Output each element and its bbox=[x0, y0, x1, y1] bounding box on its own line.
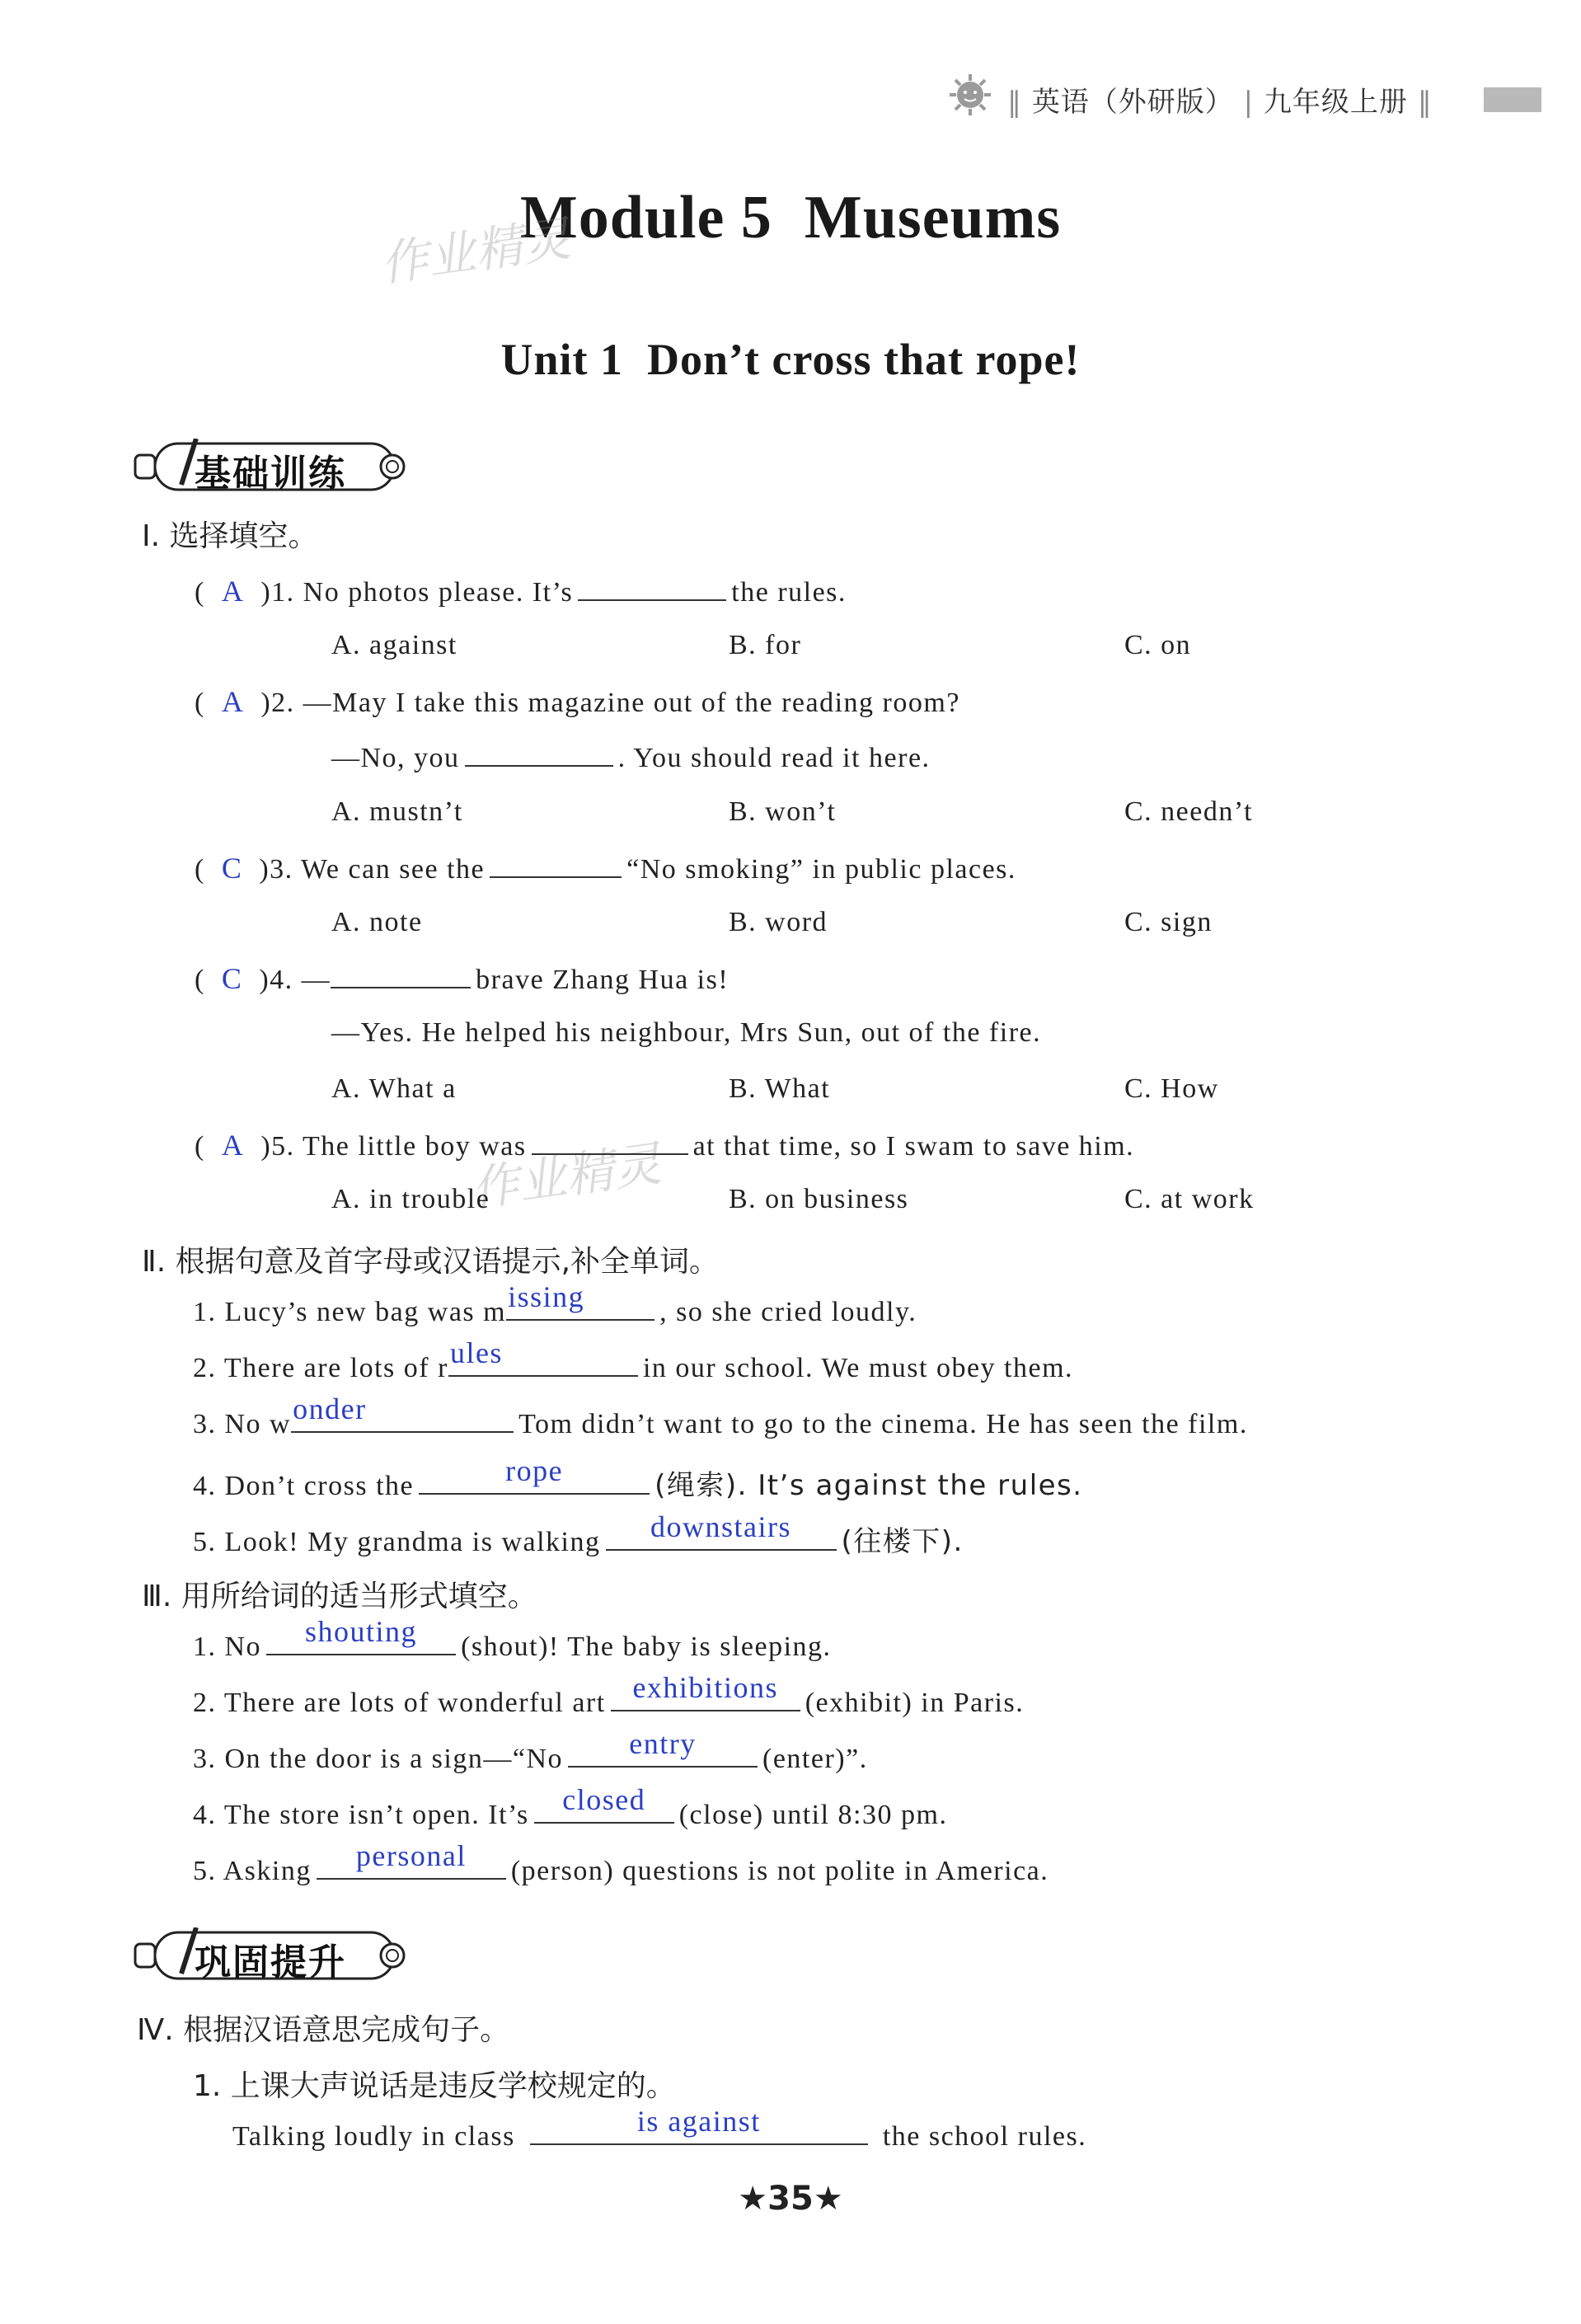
section-heading: Ⅲ. 用所给词的适当形式填空。 bbox=[142, 1580, 537, 1613]
section-heading: Ⅱ. 根据句意及首字母或汉语提示,补全单词。 bbox=[142, 1245, 720, 1279]
question-2-line2: —No, you . You should read it here. bbox=[331, 740, 931, 774]
fill-item: 4. The store isn’t open. It’s closed (close) until 8:30 pm. bbox=[193, 1783, 948, 1830]
question-4-line2: —Yes. He helped his neighbour, Mrs Sun, out of the fire. bbox=[331, 1017, 1042, 1048]
fill-item: 4. Don’t cross the rope (绳索). It’s against the rules. bbox=[193, 1454, 1083, 1502]
fill-item: 2. There are lots of wonderful art exhibitions (exhibit) in Paris. bbox=[193, 1671, 1025, 1718]
fill-item: 5. Asking personal (person) questions is not polite in America. bbox=[193, 1839, 1049, 1886]
unit-title: Unit 1 Don’t cross that rope! bbox=[500, 335, 1081, 384]
fill-item: 1. No shouting (shout)! The baby is sleeping. bbox=[193, 1615, 832, 1662]
sun-badge-icon bbox=[948, 73, 992, 117]
fill-item: 2. There are lots of r ules in our school. We must obey them. bbox=[193, 1336, 1074, 1383]
page-title: Module 5 Museums bbox=[519, 184, 1062, 251]
fill-item: 1. Lucy’s new bag was m issing , so she cried loudly. bbox=[193, 1280, 917, 1327]
question-3: ( C )3. We can see the “No smoking” in public places. bbox=[195, 852, 1016, 885]
option: B. on business bbox=[729, 1184, 909, 1214]
option: C. at work bbox=[1124, 1184, 1255, 1214]
fill-item: 5. Look! My grandma is walking downstairs (往楼下). bbox=[193, 1510, 964, 1558]
option: B. What bbox=[729, 1073, 831, 1104]
option: C. on bbox=[1124, 630, 1192, 660]
option: B. for bbox=[729, 630, 802, 660]
option: A. against bbox=[331, 630, 457, 660]
question-2: ( A )2. —May I take this magazine out of the reading room? bbox=[195, 685, 960, 718]
section-heading: Ⅰ. 选择填空。 bbox=[142, 519, 318, 553]
section-banner: 巩固提升 bbox=[130, 1927, 419, 1980]
option: B. won’t bbox=[729, 796, 837, 827]
option: A. in trouble bbox=[331, 1184, 490, 1214]
header-text: ‖ 英语（外研版） | 九年级上册 ‖ bbox=[1007, 86, 1433, 119]
option: B. word bbox=[729, 907, 828, 937]
option: C. How bbox=[1124, 1073, 1219, 1104]
translation-prompt: 1. 上课大声说话是违反学校规定的。 bbox=[193, 2069, 676, 2103]
fill-item: 3. No w onder Tom didn’t want to go to the cinema. He has seen the film. bbox=[193, 1392, 1248, 1439]
fill-item: 3. On the door is a sign—“No entry (enter)”. bbox=[193, 1727, 868, 1774]
fill-item: Talking loudly in class is against the school rules. bbox=[232, 2105, 1087, 2152]
watermark: 作业精灵 bbox=[467, 1135, 665, 1218]
option: A. What a bbox=[331, 1073, 457, 1104]
page-number: ★35★ bbox=[738, 2180, 843, 2218]
header-bar bbox=[1484, 87, 1541, 112]
question-1: ( A )1. No photos please. It’s the rules. bbox=[195, 575, 847, 608]
section-banner: 基础训练 bbox=[130, 439, 419, 491]
option: A. mustn’t bbox=[331, 796, 463, 827]
section-heading: Ⅳ. 根据汉语意思完成句子。 bbox=[137, 2013, 510, 2047]
question-4: ( C )4. — brave Zhang Hua is! bbox=[195, 962, 730, 995]
option: C. sign bbox=[1124, 907, 1213, 937]
option: A. note bbox=[331, 907, 423, 937]
option: C. needn’t bbox=[1124, 796, 1254, 827]
question-5: ( A )5. The little boy was at that time, so I swam to save him. bbox=[195, 1129, 1135, 1162]
watermark: 作业精灵 bbox=[377, 210, 575, 293]
